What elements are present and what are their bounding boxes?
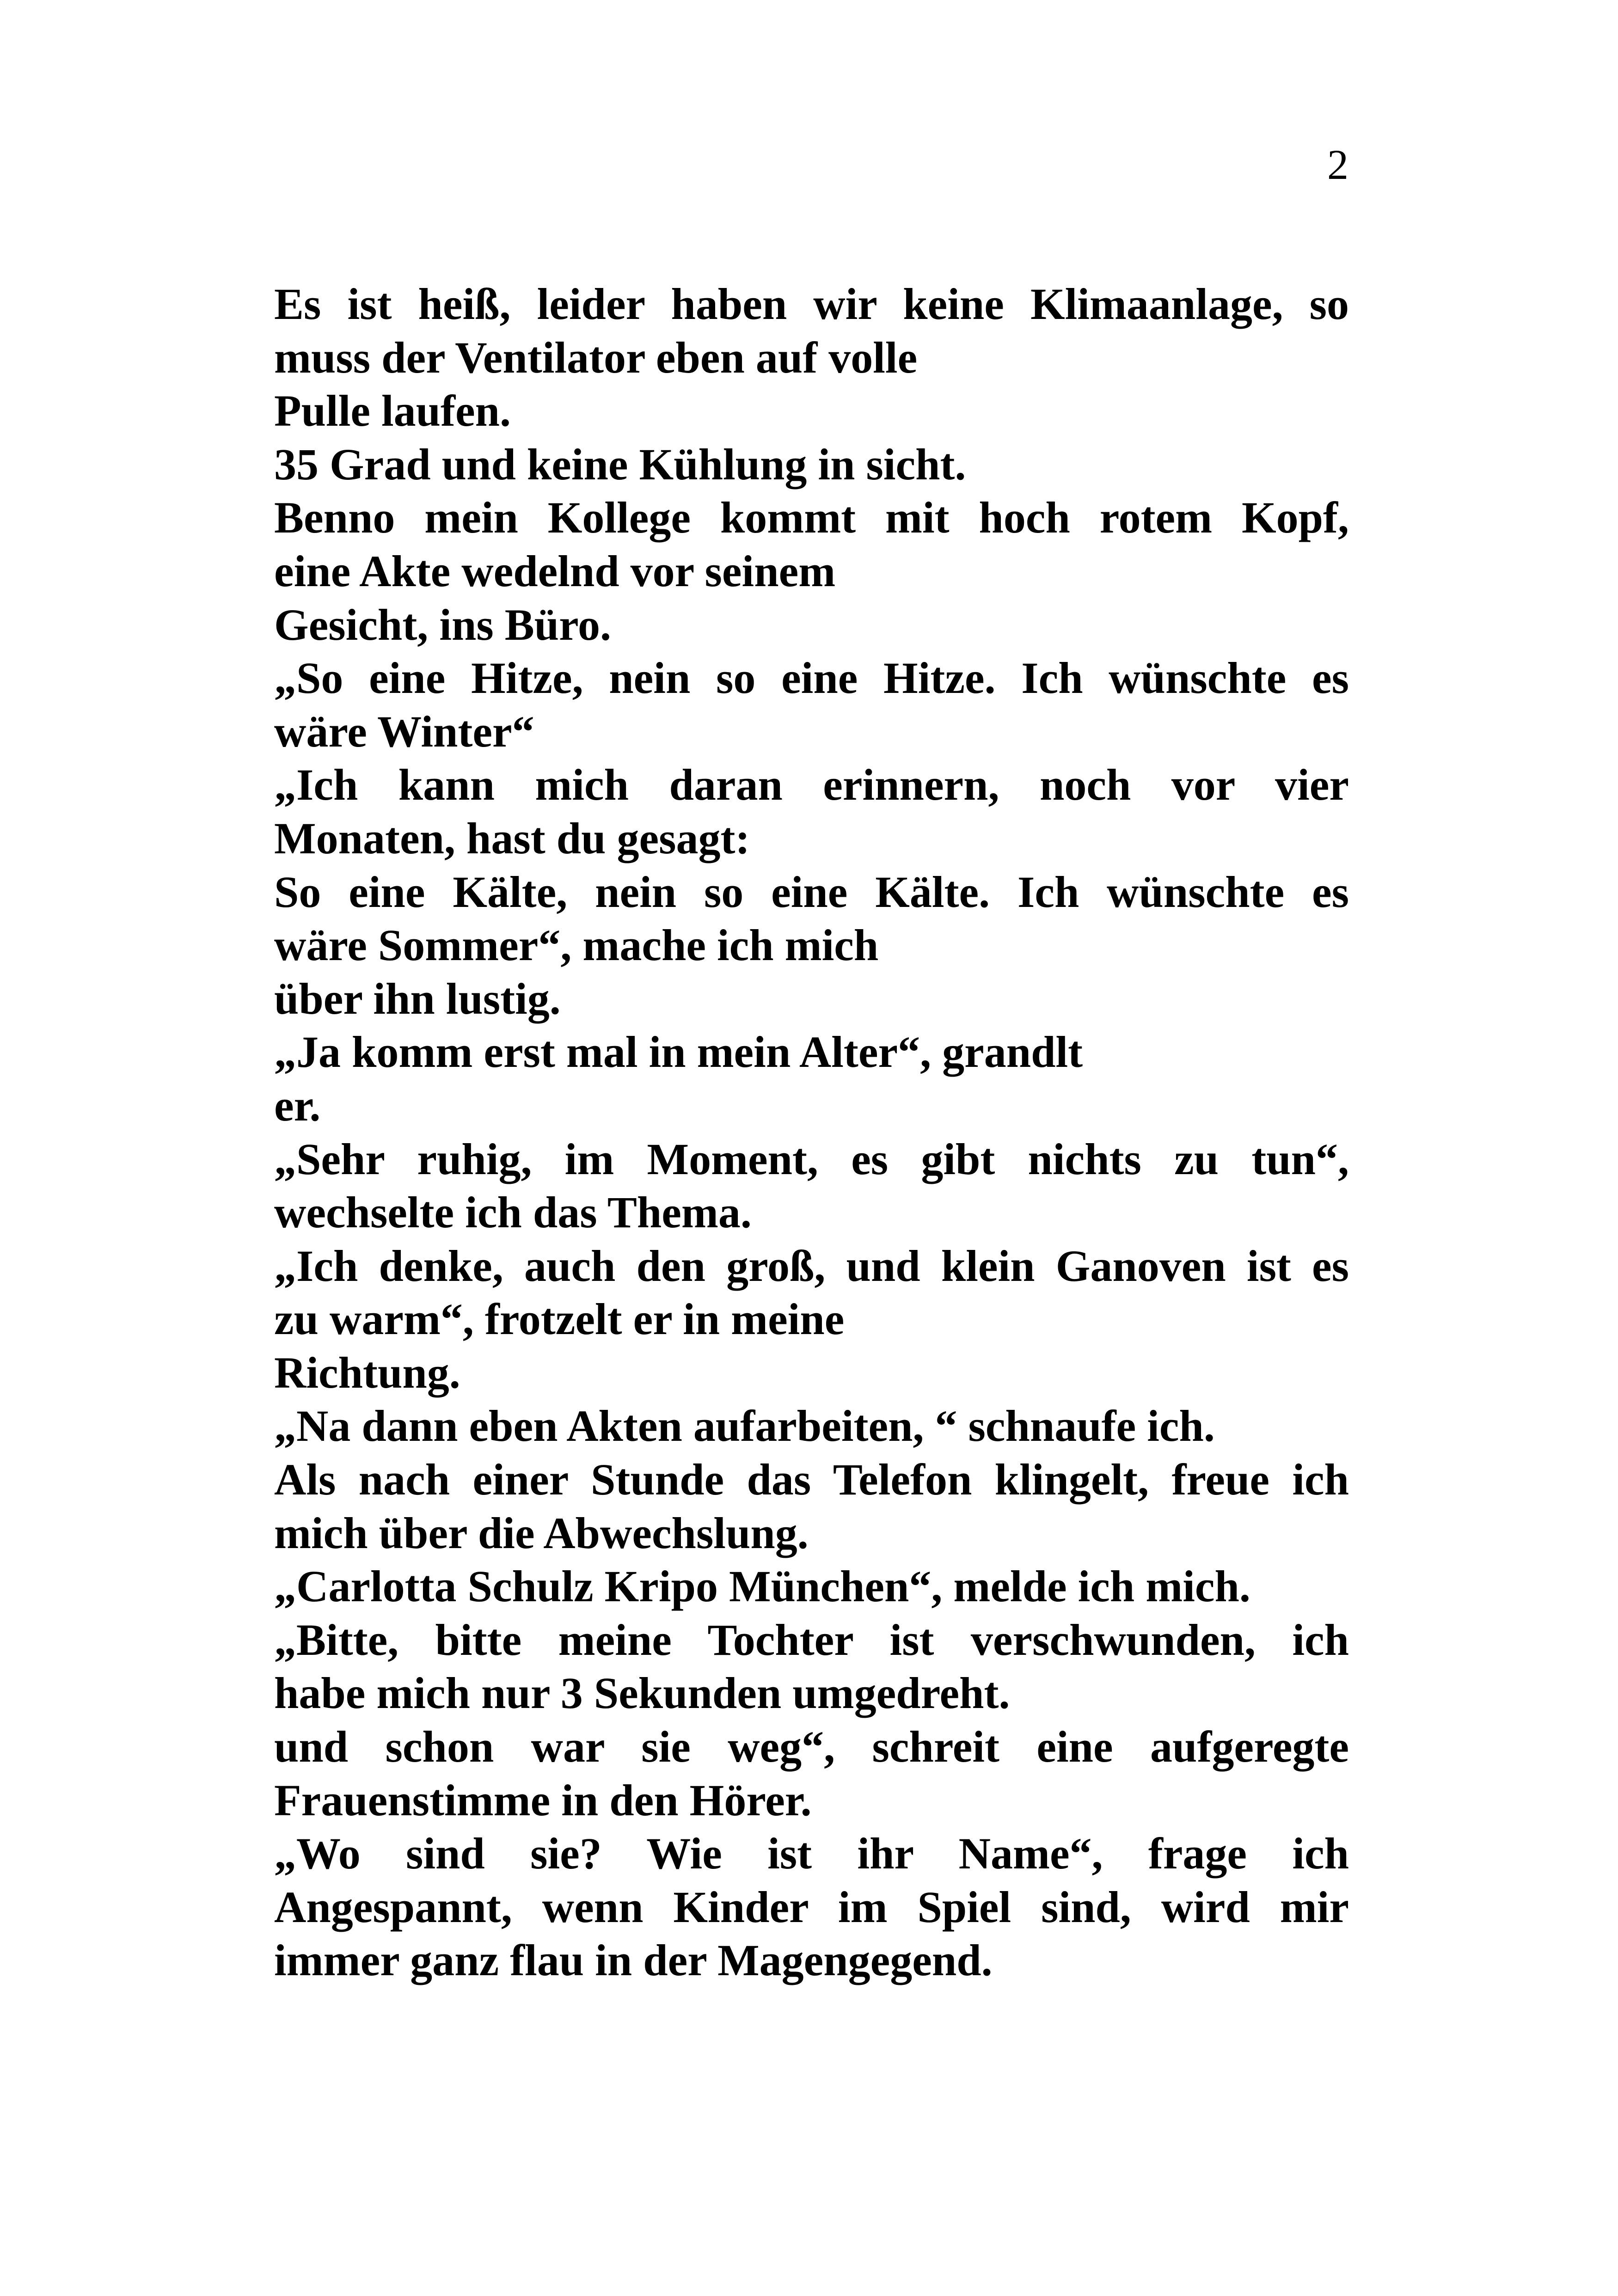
text-line: Monaten, hast du gesagt:: [274, 813, 750, 863]
text-line: immer ganz flau in der Magengegend.: [274, 1935, 993, 1985]
text-line: „Carlotta Schulz Kripo München“, melde ich mich.: [274, 1561, 1250, 1611]
text-line: wäre Winter“: [274, 706, 534, 756]
body-text: [274, 277, 1349, 1987]
text-line: „Sehr ruhig, im Moment, es gibt nichts zu tun“,: [274, 1134, 1349, 1184]
page-number: 2: [1327, 141, 1348, 188]
text-line: Als nach einer Stunde das Telefon klingelt, freue ich: [274, 1455, 1349, 1505]
text-line: zu warm“, frotzelt er in meine: [274, 1294, 845, 1344]
text-line: Angespannt, wenn Kinder im Spiel sind, wird mir: [274, 1882, 1349, 1932]
text-line: „Bitte, bitte meine Tochter ist verschwunden, ich: [274, 1615, 1349, 1665]
text-line: wechselte ich das Thema.: [274, 1188, 752, 1237]
text-line: Benno mein Kollege kommt mit hoch rotem Kopf,: [274, 493, 1349, 543]
text-line: Frauenstimme in den Hörer.: [274, 1775, 812, 1825]
text-line: Gesicht, ins Büro.: [274, 600, 611, 649]
text-line: eine Akte wedelnd vor seinem: [274, 546, 836, 596]
text-line: „So eine Hitze, nein so eine Hitze. Ich wünschte es: [274, 653, 1349, 703]
text-line: muss der Ventilator eben auf volle: [274, 332, 918, 382]
text-line: „Ich kann mich daran erinnern, noch vor vier: [274, 760, 1349, 810]
text-line: Pulle laufen.: [274, 386, 511, 436]
text-line: „Na dann eben Akten aufarbeiten, “ schnaufe ich.: [274, 1401, 1215, 1451]
text-line: „Ich denke, auch den groß, und klein Ganoven ist es: [274, 1241, 1349, 1291]
text-line: er.: [274, 1080, 321, 1130]
text-line: Es ist heiß, leider haben wir keine Klimaanlage, so: [274, 279, 1349, 329]
text-line: mich über die Abwechslung.: [274, 1508, 809, 1558]
text-line: über ihn lustig.: [274, 974, 561, 1023]
text-line: und schon war sie weg“, schreit eine aufgeregte: [274, 1722, 1349, 1772]
text-line: So eine Kälte, nein so eine Kälte. Ich wünschte es: [274, 867, 1349, 917]
text-line: wäre Sommer“, mache ich mich: [274, 920, 879, 970]
text-line: habe mich nur 3 Sekunden umgedreht.: [274, 1668, 1010, 1718]
text-line: „Ja komm erst mal in mein Alter“, grandlt: [274, 1027, 1083, 1077]
text-line: 35 Grad und keine Kühlung in sicht.: [274, 439, 966, 489]
text-line: „Wo sind sie? Wie ist ihr Name“, frage ich: [274, 1829, 1349, 1879]
text-line: Richtung.: [274, 1347, 460, 1397]
